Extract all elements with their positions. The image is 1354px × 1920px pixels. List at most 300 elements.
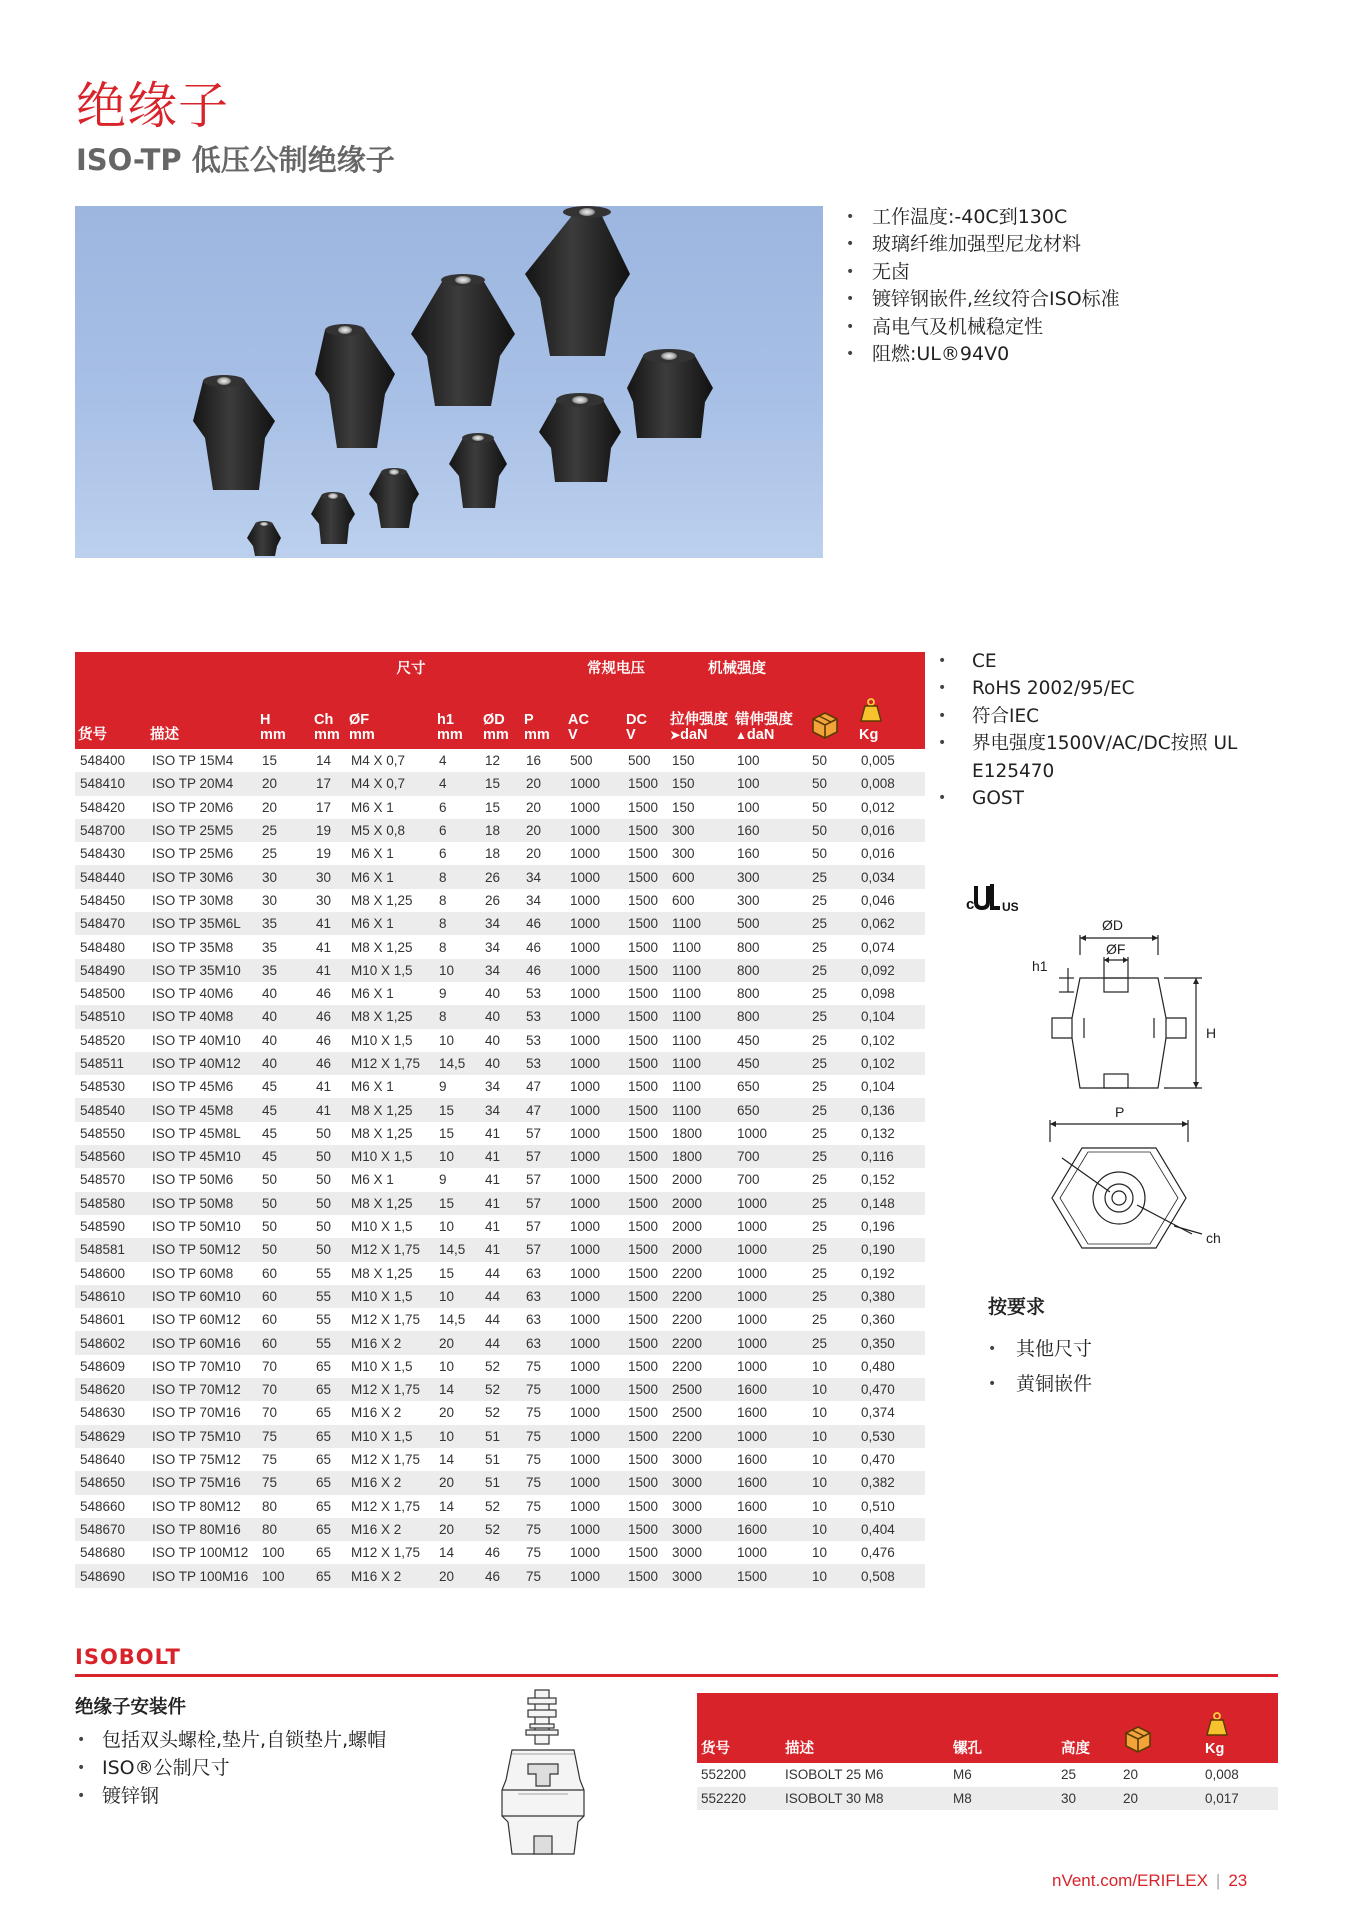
table-cell: 0,190	[856, 1238, 925, 1261]
svg-text:ØD: ØD	[1102, 917, 1123, 933]
table-cell: 41	[480, 1145, 521, 1168]
table-cell: ISO TP 30M8	[152, 892, 234, 908]
table-cell: 0,350	[856, 1331, 925, 1354]
table-cell: 0,008	[856, 772, 925, 795]
table-cell: ISO TP 80M12	[152, 1498, 241, 1514]
table-row	[75, 1564, 925, 1587]
table-cell: 1000	[732, 1285, 807, 1308]
table-cell: ISO TP 75M16	[147, 1471, 257, 1494]
table-cell: 1000	[570, 1405, 601, 1421]
table-cell: 1500	[628, 1172, 659, 1188]
table-cell: 1100	[672, 939, 702, 955]
by-request-item: • 其他尺寸	[988, 1332, 1092, 1367]
table-cell: M6 X 1	[351, 799, 394, 815]
table-row	[75, 1541, 925, 1564]
table-cell: 1500	[623, 1471, 667, 1494]
table-cell: 1000	[565, 1145, 623, 1168]
table-cell: 548530	[80, 1079, 126, 1095]
table-cell: 45	[262, 1125, 278, 1141]
col-h: H mm	[257, 686, 311, 749]
table-cell: 51	[485, 1452, 501, 1468]
table-cell: 548400	[80, 753, 126, 769]
table-cell: 1500	[628, 1405, 659, 1421]
table-cell: 0,530	[856, 1425, 925, 1448]
table-cell: 548601	[80, 1312, 126, 1328]
table-cell: 0,382	[856, 1471, 925, 1494]
table-cell: ISO TP 75M10	[147, 1425, 257, 1448]
table-cell: 30	[262, 892, 278, 908]
table-cell: 30	[257, 865, 311, 888]
table-cell: 40	[480, 1005, 521, 1028]
table-cell: 17	[316, 799, 332, 815]
table-cell: 1000	[565, 1471, 623, 1494]
table-cell: 552200	[701, 1767, 747, 1783]
table-cell: 10	[807, 1564, 856, 1587]
table-cell: 1100	[667, 1098, 732, 1121]
table-cell: M8 X 1,25	[346, 1098, 434, 1121]
table-cell: M16 X 2	[351, 1405, 402, 1421]
table-cell: 10	[812, 1358, 828, 1374]
table-cell: 46	[480, 1564, 521, 1587]
table-cell: 8	[439, 892, 447, 908]
table-cell: 80	[262, 1498, 278, 1514]
table-cell: 1000	[570, 1358, 601, 1374]
table-cell: 25	[807, 912, 856, 935]
insulator-spec-table	[75, 652, 925, 1588]
table-cell: 50	[311, 1238, 346, 1261]
table-cell: 0,016	[856, 819, 925, 842]
table-cell: 45	[262, 1079, 278, 1095]
bolt-col-part: 货号	[697, 1693, 781, 1763]
table-cell: 1500	[628, 799, 659, 815]
group-voltage: 常规电压	[565, 652, 667, 686]
table-cell: 1500	[623, 1378, 667, 1401]
table-row	[75, 796, 925, 819]
table-cell: 10	[812, 1545, 828, 1561]
by-request-title: 按要求	[988, 1296, 1046, 1318]
table-cell: M16 X 2	[346, 1564, 434, 1587]
table-cell: 548620	[75, 1378, 147, 1401]
table-cell: 52	[485, 1498, 501, 1514]
table-row	[75, 1308, 925, 1331]
table-cell: 25	[807, 1192, 856, 1215]
table-cell: 40	[485, 1032, 501, 1048]
table-row	[75, 959, 925, 982]
table-cell: 1000	[565, 819, 623, 842]
table-cell: 548680	[80, 1545, 126, 1561]
table-cell: 548600	[80, 1265, 126, 1281]
table-cell: 35	[262, 939, 278, 955]
feature-item: • 无卤	[842, 259, 1322, 286]
table-cell: 300	[672, 846, 695, 862]
table-cell: 0,510	[861, 1498, 895, 1514]
table-cell: 25	[812, 892, 828, 908]
col-ch: Ch mm	[311, 686, 346, 749]
table-cell: 1000	[737, 1265, 768, 1281]
table-cell: 18	[485, 846, 501, 862]
table-cell: 2500	[672, 1405, 703, 1421]
table-cell: 65	[311, 1518, 346, 1541]
table-cell: 34	[480, 1098, 521, 1121]
table-cell: 3000	[672, 1498, 703, 1514]
table-cell: 57	[521, 1145, 565, 1168]
feature-item: • 玻璃纤维加强型尼龙材料	[842, 231, 1322, 258]
weight-icon	[1205, 1712, 1229, 1738]
table-cell: 41	[485, 1219, 501, 1235]
table-cell: ISO TP 15M4	[152, 753, 234, 769]
table-cell: 19	[311, 819, 346, 842]
table-cell: 1000	[737, 1312, 768, 1328]
table-cell: 0,062	[856, 912, 925, 935]
table-cell: 10	[807, 1378, 856, 1401]
table-cell: 1000	[570, 1125, 601, 1141]
table-cell: ISO TP 100M16	[147, 1564, 257, 1587]
table-cell: 1600	[737, 1452, 768, 1468]
table-cell: 0,102	[861, 1032, 895, 1048]
table-cell: 548540	[75, 1098, 147, 1121]
table-cell: 548570	[80, 1172, 126, 1188]
table-cell: 300	[667, 819, 732, 842]
table-cell: 1600	[737, 1405, 768, 1421]
table-cell: 548610	[75, 1285, 147, 1308]
table-cell: 1100	[667, 1052, 732, 1075]
table-cell: 1500	[623, 1331, 667, 1354]
table-cell: 0,104	[856, 1005, 925, 1028]
table-cell: ISO TP 25M5	[147, 819, 257, 842]
table-cell: 4	[439, 753, 447, 769]
svg-text:c: c	[966, 896, 975, 913]
table-cell: 10	[807, 1425, 856, 1448]
table-cell: 47	[526, 1079, 542, 1095]
table-cell: 40	[262, 986, 278, 1002]
table-cell: 3000	[667, 1564, 732, 1587]
table-cell: 57	[521, 1192, 565, 1215]
table-cell: ISO TP 50M12	[147, 1238, 257, 1261]
table-cell: 0,508	[856, 1564, 925, 1587]
table-cell: 548660	[80, 1498, 126, 1514]
svg-text:H: H	[1206, 1025, 1217, 1041]
table-cell: 1000	[570, 799, 601, 815]
table-cell: M10 X 1,5	[346, 1285, 434, 1308]
table-row	[75, 1425, 925, 1448]
table-cell: 4	[434, 772, 480, 795]
table-cell: 2200	[672, 1265, 703, 1281]
table-row	[75, 1355, 925, 1378]
table-cell: 65	[316, 1498, 332, 1514]
table-cell: 0,360	[861, 1312, 895, 1328]
table-cell: 80	[257, 1518, 311, 1541]
table-cell: 1500	[628, 892, 659, 908]
table-row	[75, 1471, 925, 1494]
table-cell: 41	[311, 959, 346, 982]
table-cell: ISO TP 25M6	[152, 846, 234, 862]
table-cell: 25	[812, 1312, 828, 1328]
table-cell: 25	[262, 846, 278, 862]
table-cell: 1000	[570, 846, 601, 862]
table-cell: 19	[316, 846, 332, 862]
table-cell: 60	[257, 1285, 311, 1308]
cert-item: • GOST	[942, 785, 1282, 812]
table-cell: 0,092	[856, 959, 925, 982]
table-cell: 548581	[75, 1238, 147, 1261]
table-cell: 1500	[623, 1238, 667, 1261]
table-cell: 15	[434, 1192, 480, 1215]
table-cell: 14,5	[434, 1052, 480, 1075]
table-cell: 300	[737, 892, 760, 908]
table-cell: 548470	[75, 912, 147, 935]
table-cell: 10	[434, 1285, 480, 1308]
table-row	[75, 1075, 925, 1098]
table-cell: 1600	[732, 1378, 807, 1401]
table-cell: 41	[485, 1172, 501, 1188]
table-cell: 300	[732, 865, 807, 888]
table-row	[75, 1262, 925, 1285]
table-cell: 548629	[75, 1425, 147, 1448]
table-cell: M6 X 1	[351, 1079, 394, 1095]
col-ac: AC V	[565, 686, 623, 749]
table-cell: 100	[737, 799, 760, 815]
table-cell: 1500	[623, 819, 667, 842]
feature-list	[842, 204, 1322, 368]
table-cell: 1000	[570, 1312, 601, 1328]
table-cell: ISO TP 40M8	[147, 1005, 257, 1028]
isobolt-section-title: ISOBOLT	[75, 1645, 181, 1669]
table-cell: 25	[807, 865, 856, 888]
table-cell: M4 X 0,7	[346, 772, 434, 795]
table-cell: 25	[807, 1145, 856, 1168]
table-cell: 65	[311, 1425, 346, 1448]
table-cell: 63	[526, 1265, 542, 1281]
table-cell: 2200	[667, 1285, 732, 1308]
table-cell: 700	[737, 1172, 760, 1188]
table-cell: 41	[311, 912, 346, 935]
table-cell: ISO TP 60M8	[152, 1265, 234, 1281]
table-cell: M10 X 1,5	[351, 1032, 413, 1048]
table-cell: 75	[521, 1378, 565, 1401]
table-cell: ISO TP 80M16	[147, 1518, 257, 1541]
table-cell: 60	[262, 1265, 278, 1281]
table-cell: 15	[434, 1098, 480, 1121]
table-cell: 50	[807, 772, 856, 795]
table-cell: 1500	[628, 1452, 659, 1468]
table-cell: 1500	[628, 939, 659, 955]
table-cell: 1000	[570, 1265, 601, 1281]
table-cell: 1000	[732, 1238, 807, 1261]
table-cell: ISO TP 35M8	[152, 939, 234, 955]
table-cell: 44	[480, 1331, 521, 1354]
table-cell: ISO TP 60M10	[147, 1285, 257, 1308]
table-cell: 55	[311, 1285, 346, 1308]
table-cell: M8 X 1,25	[346, 1192, 434, 1215]
table-cell: 26	[480, 865, 521, 888]
table-cell: 0,480	[861, 1358, 895, 1374]
page-subtitle: ISO-TP 低压公制绝缘子	[76, 143, 395, 177]
table-cell: 45	[257, 1145, 311, 1168]
table-cell: 2000	[672, 1172, 703, 1188]
table-row	[75, 1331, 925, 1354]
table-row	[75, 1168, 925, 1191]
table-cell: 0,034	[856, 865, 925, 888]
table-cell: 15	[485, 799, 501, 815]
col-of: ØF mm	[346, 686, 434, 749]
table-cell: 9	[439, 1079, 447, 1095]
arrow-right-icon: ➤	[670, 728, 681, 742]
table-cell: 548440	[75, 865, 147, 888]
table-cell: 50	[311, 1145, 346, 1168]
table-cell: ISOBOLT 30 M8	[781, 1787, 949, 1811]
bolt-col-hole: 镙孔	[949, 1693, 1057, 1763]
table-cell: 1500	[623, 1005, 667, 1028]
table-cell: 548630	[80, 1405, 126, 1421]
table-cell: 0,196	[861, 1219, 895, 1235]
table-cell: 1800	[672, 1125, 703, 1141]
table-cell: 57	[521, 1238, 565, 1261]
table-cell: M5 X 0,8	[346, 819, 434, 842]
table-cell: 10	[434, 959, 480, 982]
table-cell: 25	[807, 1098, 856, 1121]
table-cell: 100	[732, 772, 807, 795]
table-cell: 41	[480, 1192, 521, 1215]
table-cell: 150	[667, 772, 732, 795]
arrow-up-icon: ▲	[735, 728, 747, 742]
table-cell: 14	[439, 1545, 455, 1561]
dimension-diagram	[962, 880, 1262, 1280]
table-row	[75, 1029, 925, 1052]
table-cell: 25	[807, 1238, 856, 1261]
table-cell: M8	[949, 1787, 1057, 1811]
table-cell: M10 X 1,5	[346, 1145, 434, 1168]
page-title: 绝缘子	[76, 77, 229, 135]
svg-text:ch: ch	[1206, 1230, 1221, 1246]
table-cell: 20	[257, 772, 311, 795]
table-cell: 52	[480, 1378, 521, 1401]
table-cell: 2000	[667, 1238, 732, 1261]
table-cell: 25	[807, 1331, 856, 1354]
table-cell: 1500	[623, 1192, 667, 1215]
cert-item: • 界电强度1500V/AC/DC按照 UL E125470	[942, 730, 1282, 785]
table-cell: ISO TP 70M10	[152, 1358, 241, 1374]
table-cell: 800	[732, 1005, 807, 1028]
table-cell: 548602	[75, 1331, 147, 1354]
table-cell: 46	[316, 1032, 332, 1048]
table-cell: 8	[434, 865, 480, 888]
table-cell: 1100	[667, 1005, 732, 1028]
table-cell: 44	[480, 1285, 521, 1308]
table-cell: 548690	[75, 1564, 147, 1587]
table-cell: M12 X 1,75	[351, 1545, 421, 1561]
col-part: 货号	[75, 686, 147, 749]
table-cell: 1500	[623, 772, 667, 795]
table-cell: 34	[485, 939, 501, 955]
table-cell: 10	[812, 1405, 828, 1421]
table-cell: 1000	[570, 1452, 601, 1468]
table-cell: 1500	[628, 1032, 659, 1048]
product-photo	[75, 206, 823, 558]
table-cell: 46	[526, 939, 542, 955]
table-row	[75, 1052, 925, 1075]
table-cell: 10	[434, 1425, 480, 1448]
table-cell: 20	[521, 819, 565, 842]
table-cell: 25	[812, 939, 828, 955]
bolt-col-kg: Kg	[1201, 1693, 1278, 1763]
table-row	[697, 1763, 1278, 1787]
col-tensile: 拉伸强度 ➤daN	[667, 686, 732, 749]
table-cell: 2500	[667, 1378, 732, 1401]
table-cell: 1000	[732, 1331, 807, 1354]
table-row	[75, 1238, 925, 1261]
table-cell: 53	[526, 986, 542, 1002]
table-cell: M4 X 0,7	[351, 753, 406, 769]
table-cell: 50	[316, 1219, 332, 1235]
table-cell: 548480	[80, 939, 126, 955]
table-cell: 0,470	[861, 1452, 895, 1468]
table-cell: 51	[480, 1471, 521, 1494]
table-row	[75, 865, 925, 888]
table-cell: 50	[311, 1192, 346, 1215]
table-cell: 548511	[75, 1052, 147, 1075]
table-cell: ISO TP 50M6	[152, 1172, 234, 1188]
isobolt-table	[697, 1693, 1278, 1810]
table-cell: 700	[732, 1145, 807, 1168]
insulator-medium-1	[315, 324, 395, 448]
table-cell: ISO TP 30M6	[147, 865, 257, 888]
table-cell: 10	[812, 1452, 828, 1468]
table-cell: M6	[953, 1767, 972, 1783]
table-cell: 10	[439, 1358, 455, 1374]
table-cell: 0,132	[861, 1125, 895, 1141]
table-cell: 1000	[570, 939, 601, 955]
table-cell: 60	[262, 1312, 278, 1328]
table-cell: 1000	[565, 1378, 623, 1401]
table-cell: ISOBOLT 25 M6	[785, 1767, 884, 1783]
table-cell: M10 X 1,5	[351, 1219, 413, 1235]
table-cell: 548640	[80, 1452, 126, 1468]
table-cell: 0,136	[856, 1098, 925, 1121]
table-cell: 548510	[75, 1005, 147, 1028]
isobolt-drawing	[498, 1688, 588, 1858]
table-cell: 47	[521, 1098, 565, 1121]
table-cell: 52	[485, 1358, 501, 1374]
table-cell: 25	[257, 819, 311, 842]
table-cell: 46	[311, 1005, 346, 1028]
box-quantity-icon	[1123, 1725, 1153, 1753]
certification-list	[942, 648, 1282, 812]
table-cell: 1000	[570, 986, 601, 1002]
section-divider	[75, 1674, 1278, 1677]
table-cell: M16 X 2	[346, 1331, 434, 1354]
table-cell: 548420	[80, 799, 126, 815]
table-cell: 50	[262, 1219, 278, 1235]
table-cell: M12 X 1,75	[351, 1312, 421, 1328]
table-cell: 50	[257, 1192, 311, 1215]
table-cell: M10 X 1,5	[346, 959, 434, 982]
table-row	[75, 842, 925, 865]
table-cell: 46	[521, 959, 565, 982]
table-cell: 548700	[75, 819, 147, 842]
table-cell: 34	[526, 892, 542, 908]
table-cell: M16 X 2	[346, 1471, 434, 1494]
table-cell: 1600	[732, 1471, 807, 1494]
table-cell: 65	[316, 1545, 332, 1561]
table-cell: 1500	[623, 1518, 667, 1541]
table-cell: 75	[526, 1358, 542, 1374]
table-cell: 46	[311, 1052, 346, 1075]
table-cell: 50	[316, 1172, 332, 1188]
table-cell: 150	[672, 753, 695, 769]
table-cell: 548580	[75, 1192, 147, 1215]
table-cell: 50	[257, 1238, 311, 1261]
table-cell: 1500	[623, 959, 667, 982]
